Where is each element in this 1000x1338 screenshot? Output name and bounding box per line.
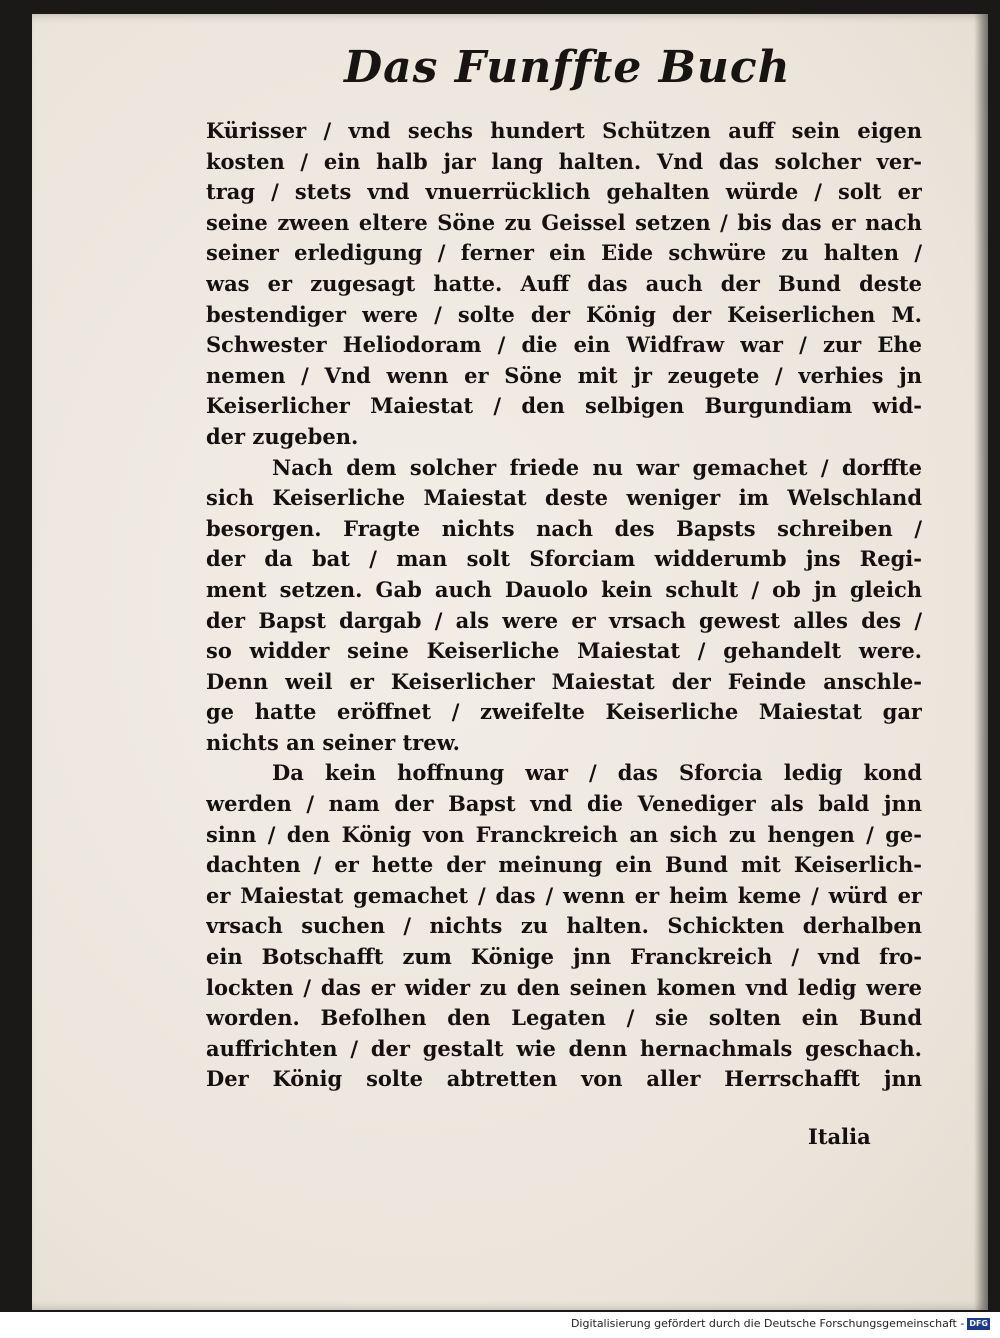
text-line: nemen / Vnd wenn er Söne mit jr zeugete / verhies jn	[206, 362, 922, 388]
text-line: der da bat / man solt Sforciam widderumb jns Regi-	[206, 546, 922, 572]
digitization-credit	[571, 1317, 990, 1330]
text-line: Schwester Heliodoram / die ein Widfraw war / zur Ehe	[206, 332, 922, 358]
text-line: der Bapst dargab / als were er vrsach gewest alles des /	[206, 607, 922, 633]
text-line: kosten / ein halb jar lang halten. Vnd das solcher ver-	[206, 148, 922, 174]
running-head: Das Funffte Buch	[344, 42, 791, 93]
text-line: seiner erledigung / ferner ein Eide schwüre zu halten /	[206, 240, 922, 266]
text-line: er Maiestat gemachet / das / wenn er heim keme / würd er	[206, 882, 922, 908]
body-text	[206, 116, 922, 1095]
text-line: werden / nam der Bapst vnd die Venediger als bald jnn	[206, 791, 922, 817]
text-line: sich Keiserliche Maiestat deste weniger im Welschland	[206, 485, 922, 511]
catchword: Italia	[808, 1124, 871, 1149]
text-line: Denn weil er Keiserlicher Maiestat der Feinde anschle-	[206, 668, 922, 694]
text-line: worden. Befolhen den Legaten / sie solten ein Bund	[206, 1005, 922, 1031]
text-line: sinn / den König von Franckreich an sich zu hengen / ge-	[206, 821, 922, 847]
text-line: seine zween eltere Söne zu Geissel setzen / bis das er nach	[206, 209, 922, 235]
text-line: trag / stets vnd vnuerrücklich gehalten würde / solt er	[206, 179, 922, 205]
paragraph-2	[206, 453, 922, 759]
text-line: Nach dem solcher friede nu war gemachet / dorffte	[272, 454, 922, 480]
text-line: ment setzen. Gab auch Dauolo kein schult / ob jn gleich	[206, 576, 922, 602]
text-line: Kürisser / vnd sechs hundert Schützen auff sein eigen	[206, 118, 922, 143]
paragraph-1	[206, 116, 922, 453]
text-line: Keiserlicher Maiestat / den selbigen Burgundiam wid-	[206, 393, 922, 419]
text-line: ge hatte eröffnet / zweifelte Keiserliche Maiestat gar	[206, 699, 922, 725]
text-line: Der König solte abtretten von aller Herrschafft jnn	[206, 1066, 922, 1092]
credit-text: Digitalisierung gefördert durch die Deutsche Forschungsgemeinschaft -	[570, 1317, 965, 1330]
page-gutter-shadow	[974, 14, 988, 1310]
text-line: lockten / das er wider zu den seinen komen vnd ledig were	[206, 974, 922, 1000]
text-line: dachten / er hette der meinung ein Bund mit Keiserlich-	[206, 852, 922, 878]
text-line: was er zugesagt hatte. Auff das auch der Bund deste	[206, 270, 922, 296]
text-line: der zugeben.	[206, 423, 359, 449]
text-line: vrsach suchen / nichts zu halten. Schickten derhalben	[206, 913, 922, 939]
text-line: ein Botschafft zum Könige jnn Franckreich / vnd fro-	[206, 944, 922, 970]
text-line: auffrichten / der gestalt wie denn hernachmals geschach.	[206, 1035, 922, 1061]
text-line: so widder seine Keiserliche Maiestat / gehandelt were.	[206, 638, 922, 664]
text-line: besorgen. Fragte nichts nach des Bapsts schreiben /	[206, 515, 922, 541]
text-line: nichts an seiner trew.	[206, 729, 460, 755]
dfg-logo: DFG	[969, 1318, 988, 1328]
text-line: bestendiger were / solte der König der Keiserlichen M.	[206, 301, 922, 327]
paragraph-3	[206, 758, 922, 1095]
text-line: Da kein hoffnung war / das Sforcia ledig kond	[272, 760, 922, 786]
